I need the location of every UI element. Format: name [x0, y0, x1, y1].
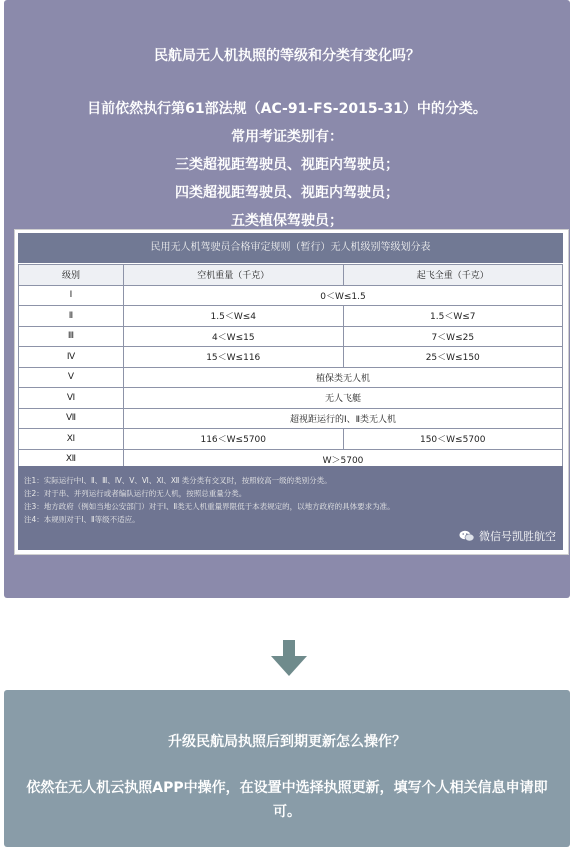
- arrow-down-icon: [269, 638, 309, 678]
- level-cell: Ⅰ: [19, 285, 124, 306]
- empty-weight-cell: 116＜W≤5700: [124, 429, 344, 450]
- answer-line: 目前依然执行第61部法规（AC-91-FS-2015-31）中的分类。: [87, 101, 487, 117]
- level-cell: Ⅵ: [19, 388, 124, 409]
- question-title: 民航局无人机执照的等级和分类有变化吗？: [154, 48, 420, 64]
- level-cell: Ⅶ: [19, 408, 124, 429]
- answer-text: [4, 95, 570, 235]
- table-row: [19, 285, 563, 306]
- info-card-license-grades: [4, 0, 570, 598]
- table-row: [19, 429, 563, 450]
- watermark-text: 微信号凯胜航空: [479, 530, 556, 543]
- info-card-license-renewal: [4, 690, 570, 847]
- table-row: [19, 367, 563, 388]
- answer-line: 四类超视距驾驶员、视距内驾驶员；: [175, 185, 399, 201]
- question-title: 升级民航局执照后到期更新怎么操作？: [168, 734, 406, 750]
- table-row: [19, 388, 563, 409]
- merged-cell: 超视距运行的Ⅰ、Ⅱ类无人机: [124, 408, 563, 429]
- level-cell: Ⅴ: [19, 367, 124, 388]
- level-cell: Ⅱ: [19, 306, 124, 327]
- answer-text: 依然在无人机云执照APP中操作，在设置中选择执照更新，填写个人相关信息申请即可。: [26, 780, 548, 820]
- note-line: 注3：地方政府（例如当地公安部门）对于Ⅰ、Ⅱ类无人机重量界限低于本表规定的，以地方政府的具体要求为准。: [24, 502, 395, 511]
- header-level: 级别: [19, 265, 124, 286]
- table-title: 民用无人机驾驶员合格审定规则（暂行）无人机级别等级划分表: [18, 233, 563, 263]
- merged-cell: W＞5700: [124, 449, 563, 470]
- header-empty-weight: 空机重量（千克）: [124, 265, 344, 286]
- level-cell: Ⅺ: [19, 429, 124, 450]
- level-cell: Ⅳ: [19, 347, 124, 368]
- empty-weight-cell: 1.5＜W≤4: [124, 306, 344, 327]
- table-row: [19, 347, 563, 368]
- merged-cell: 0＜W≤1.5: [124, 285, 563, 306]
- table-row: [19, 306, 563, 327]
- note-line: 注2：对于串、并列运行或者编队运行的无人机，按照总重量分类。: [24, 489, 247, 498]
- empty-weight-cell: 15＜W≤116: [124, 347, 344, 368]
- table-row: [19, 408, 563, 429]
- answer-line: 常用考证类别有：: [231, 129, 343, 145]
- grade-table-image: [14, 229, 569, 555]
- header-takeoff-weight: 起飞全重（千克）: [343, 265, 563, 286]
- answer-line: 三类超视距驾驶员、视距内驾驶员；: [175, 157, 399, 173]
- takeoff-weight-cell: 7＜W≤25: [343, 326, 563, 347]
- takeoff-weight-cell: 25＜W≤150: [343, 347, 563, 368]
- grade-table: [18, 264, 563, 470]
- level-cell: Ⅻ: [19, 449, 124, 470]
- note-line: 注4：本规则对于Ⅰ、Ⅱ等级不适应。: [24, 515, 140, 524]
- answer-line: 五类植保驾驶员；: [231, 213, 343, 229]
- note-line: 注1：实际运行中Ⅰ、Ⅱ、Ⅲ、Ⅳ、Ⅴ、Ⅵ、Ⅺ、Ⅻ 类分类有交叉时，按照较高一级的类别分类。: [24, 476, 332, 485]
- level-cell: Ⅲ: [19, 326, 124, 347]
- empty-weight-cell: 4＜W≤15: [124, 326, 344, 347]
- table-header-row: [19, 265, 563, 286]
- merged-cell: 植保类无人机: [124, 367, 563, 388]
- merged-cell: 无人飞艇: [124, 388, 563, 409]
- takeoff-weight-cell: 1.5＜W≤7: [343, 306, 563, 327]
- watermark: [459, 528, 556, 544]
- wechat-icon: [459, 530, 475, 542]
- table-row: [19, 326, 563, 347]
- takeoff-weight-cell: 150＜W≤5700: [343, 429, 563, 450]
